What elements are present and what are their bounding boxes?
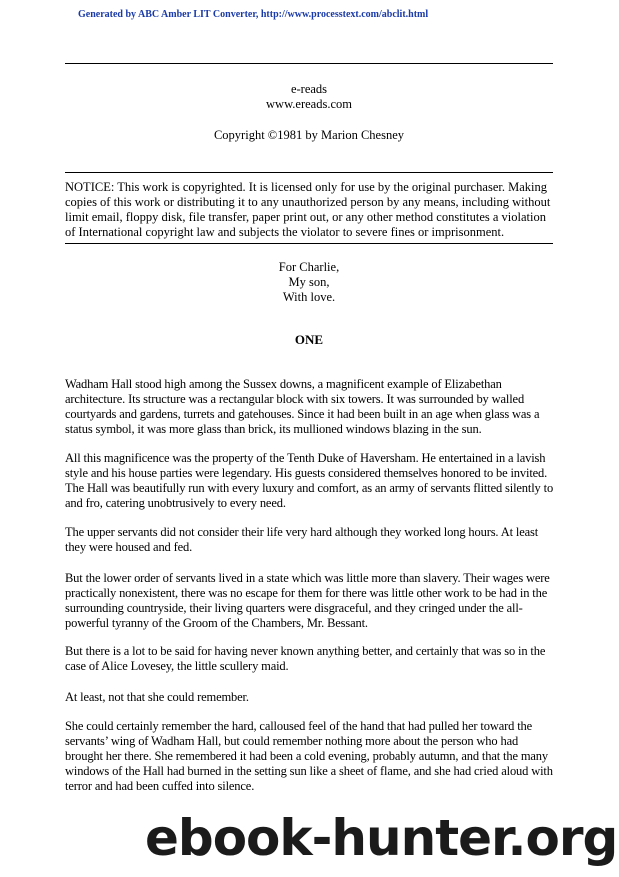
dedication-line-1: For Charlie, [278, 260, 340, 274]
body-paragraph-4: But the lower order of servants lived in a state which was little more than slavery. Their wages were practically nonexistent, there was no escape for them for there was little other work to be had in the surrounding countryside, their living quarters were disgraceful, and they cringed under the all-powerful tyranny of the Groom of the Chambers, Mr. Bessant. [65, 571, 550, 630]
body-paragraph-2: All this magnificence was the property of the Tenth Duke of Haversham. He entertained in a lavish style and his house parties were legendary. His guests considered themselves honored to be invited. The Hall was beautifully run with every luxury and comfort, as an army of servants flitted silently to and fro, catering unobtrusively to every need. [65, 451, 554, 510]
dedication-line-3: With love. [282, 290, 336, 304]
copyright-line: Copyright ©1981 by Marion Chesney [213, 128, 405, 142]
copyright-notice: NOTICE: This work is copyrighted. It is licensed only for use by the original purchaser. Making copies of this work or distributing it to any unauthorized person by any means, including without limit email, floppy disk, file transfer, paper print out, or any other method constitutes a violation of International copyright law and subjects the violator to severe fines or imprisonment. [65, 180, 551, 239]
chapter-title: ONE [294, 332, 324, 347]
notice-top-divider [65, 172, 553, 173]
notice-bottom-divider [65, 243, 553, 244]
body-paragraph-7: She could certainly remember the hard, calloused feel of the hand that had pulled her toward the servants’ wing of Wadham Hall, but could remember nothing more about the person who had brought her there. She remembered it had been a cold evening, probably autumn, and that the many windows of the Hall had burned in the setting sun like a sheet of flame, and she had cried aloud with terror and had been cuffed into silence. [65, 719, 553, 793]
converter-banner[interactable]: Generated by ABC Amber LIT Converter, http://www.processtext.com/abclit.html [78, 9, 429, 20]
top-divider [65, 63, 553, 64]
body-paragraph-6: At least, not that she could remember. [65, 690, 249, 704]
publisher-name: e-reads [290, 82, 328, 96]
body-paragraph-3: The upper servants did not consider their life very hard although they worked long hours. At least they were housed and fed. [65, 525, 539, 554]
dedication-line-2: My son, [288, 275, 330, 289]
publisher-website: www.ereads.com [266, 97, 352, 111]
site-watermark: ebook-hunter.org [145, 809, 618, 867]
body-paragraph-5: But there is a lot to be said for having never known anything better, and certainly that was so in the case of Alice Lovesey, the little scullery maid. [65, 644, 546, 673]
body-paragraph-1: Wadham Hall stood high among the Sussex downs, a magnificent example of Elizabethan architecture. Its structure was a rectangular block with six towers. It was surrounded by walled courtyards and gardens, turrets and gatehouses. Since it had been built in an age when glass was a status symbol, it was more glass than brick, its mullioned windows blazing in the sun. [65, 377, 540, 436]
